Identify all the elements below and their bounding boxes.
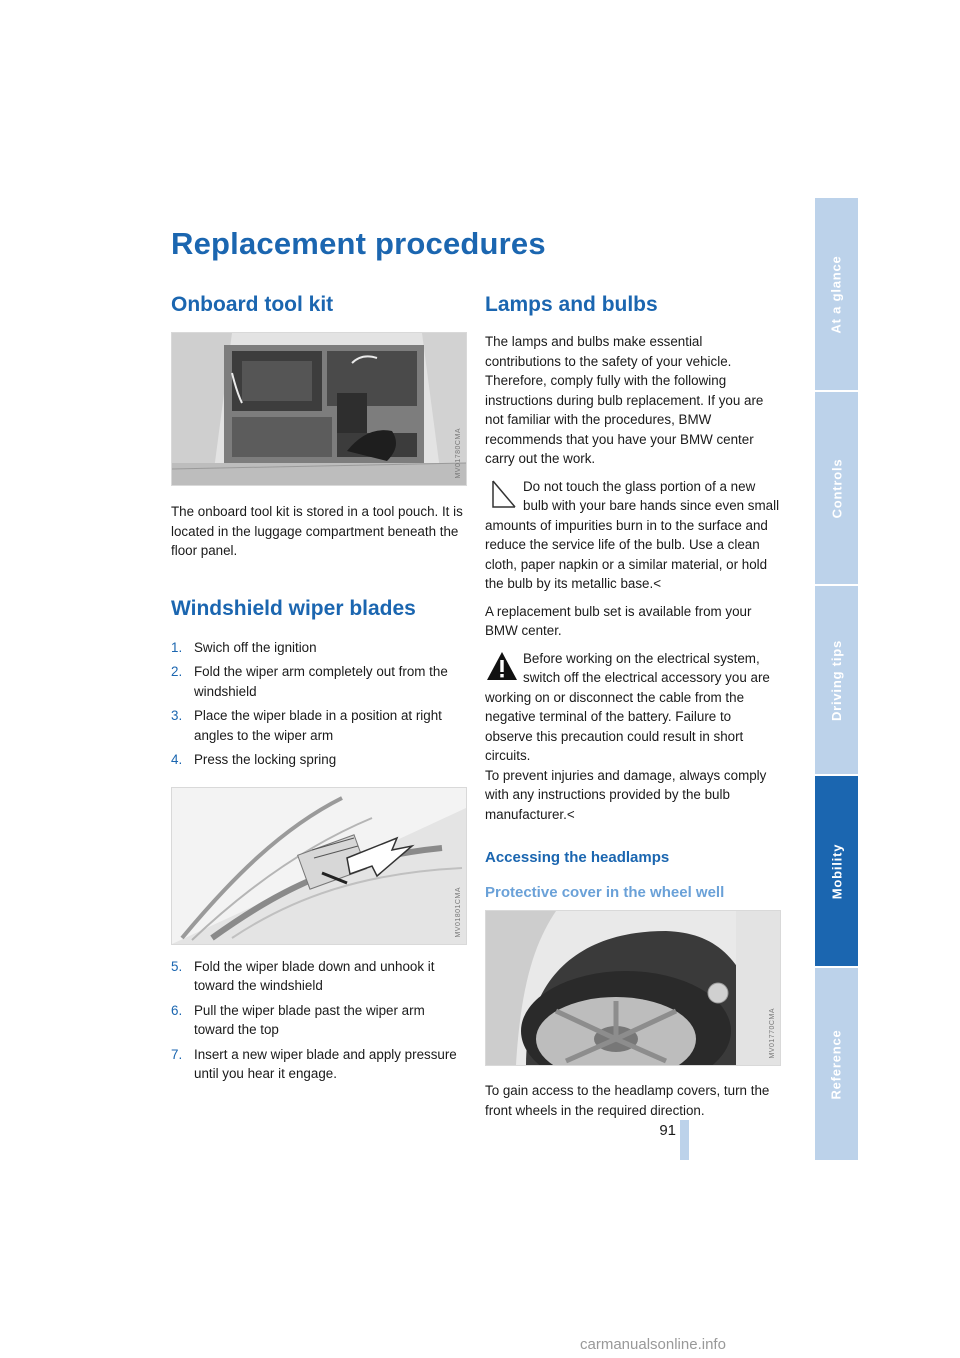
step-number: 4. [171, 752, 183, 767]
tab-label: Driving tips [829, 639, 845, 721]
step-number: 7. [171, 1046, 183, 1062]
list-item [171, 750, 467, 770]
step-number: 1. [171, 639, 183, 655]
note-bulb-glass [485, 477, 781, 594]
step-text: Pull the wiper blade past the wiper arm toward the top [194, 1002, 425, 1037]
page-title: Replacement procedures [171, 226, 546, 261]
tool-kit-illustration [172, 333, 466, 485]
subsubsection-heading-wheel-well: Protective cover in the wheel well [485, 884, 725, 901]
list-item [171, 706, 467, 745]
tool-kit-text: The onboard tool kit is stored in a tool pouch. It is located in the luggage compartment beneath the floor panel. [171, 504, 463, 558]
warning-electrical [485, 649, 781, 825]
step-number: 2. [171, 664, 183, 679]
section-heading-wiper: Windshield wiper blades [171, 596, 416, 620]
tab-label: At a glance [829, 254, 844, 334]
tab-label: Mobility [829, 843, 845, 899]
tool-kit-figure [171, 332, 467, 486]
figure-code: MV01770CMA [769, 1008, 776, 1059]
tab-label: Controls [829, 458, 844, 518]
section-heading-tool-kit: Onboard tool kit [171, 293, 334, 316]
note-text: Do not touch the glass portion of a new bulb with your bare hands since even small amounts of impurities burn in to the surface and reduce the service life of the bulb. Use a clean cloth, paper napkin or a similar material, or hold the bulb by its metallic base. [485, 478, 780, 591]
note-arrow-icon [485, 477, 519, 511]
step-text: Place the wiper blade in a position at right angles to the wiper arm [194, 708, 442, 743]
tab-label: Reference [829, 1028, 845, 1100]
tab-driving-tips[interactable] [815, 586, 858, 774]
step-text: Press the locking spring [194, 752, 337, 767]
list-item [171, 957, 467, 996]
wiper-figure [171, 787, 467, 945]
wiper-blade-illustration [172, 788, 466, 944]
chapter-sidebar [815, 198, 858, 1160]
step-text: Insert a new wiper blade and apply pressure until you hear it engage. [194, 1046, 457, 1081]
wheel-well-illustration [486, 911, 780, 1065]
step-text: Fold the wiper arm completely out from the windshield [194, 664, 448, 699]
footer-watermark: carmanualsonline.info [580, 1336, 726, 1353]
headlamps-text: To gain access to the headlamp covers, turn the front wheels in the required direction. [485, 1083, 770, 1118]
list-item [171, 662, 467, 701]
warning-triangle-icon [485, 649, 519, 683]
list-item [171, 1045, 467, 1084]
wiper-steps-list-continued [171, 957, 467, 1084]
tab-at-a-glance[interactable] [815, 198, 858, 390]
warning-text-1: Before working on the electrical system, switch off the electrical accessory you are working on or disconnect the cable from the negative terminal of the battery. Failure to observe this precaution could result in short circuits. [485, 650, 770, 763]
subsection-heading-headlamps: Accessing the headlamps [485, 849, 670, 866]
page-number: 91 [659, 1122, 676, 1139]
tab-controls[interactable] [815, 392, 858, 584]
step-number: 6. [171, 1002, 183, 1018]
page-number-bar [680, 1120, 689, 1160]
step-number: 5. [171, 958, 183, 974]
bulb-set-text: A replacement bulb set is available from your BMW center. [485, 603, 752, 638]
figure-code: MV01780CMA [455, 428, 462, 479]
wheel-well-figure [485, 910, 781, 1066]
tab-mobility[interactable] [815, 776, 858, 966]
step-number: 3. [171, 708, 183, 723]
end-mark: < [653, 576, 662, 591]
list-item [171, 638, 467, 658]
step-text: Fold the wiper blade down and unhook it toward the windshield [194, 958, 435, 993]
end-mark: < [566, 806, 575, 822]
left-column [171, 290, 467, 1089]
warning-text-2: To prevent injuries and damage, always comply with any instructions provided by the bulb manufacturer. [485, 767, 767, 822]
tab-reference[interactable] [815, 968, 858, 1160]
list-item [171, 1001, 467, 1040]
lamps-intro-text: The lamps and bulbs make essential contributions to the safety of your vehicle. Therefore, comply fully with the following instructions during bulb replacement. If you are not familiar with the procedures, BMW recommends that you have your BMW center carry out the work. [485, 334, 764, 466]
figure-code: MV01801CMA [455, 886, 462, 938]
step-text: Swich off the ignition [194, 639, 317, 655]
wiper-steps-list [171, 638, 467, 770]
right-column [485, 290, 781, 1120]
section-heading-lamps: Lamps and bulbs [485, 293, 658, 316]
